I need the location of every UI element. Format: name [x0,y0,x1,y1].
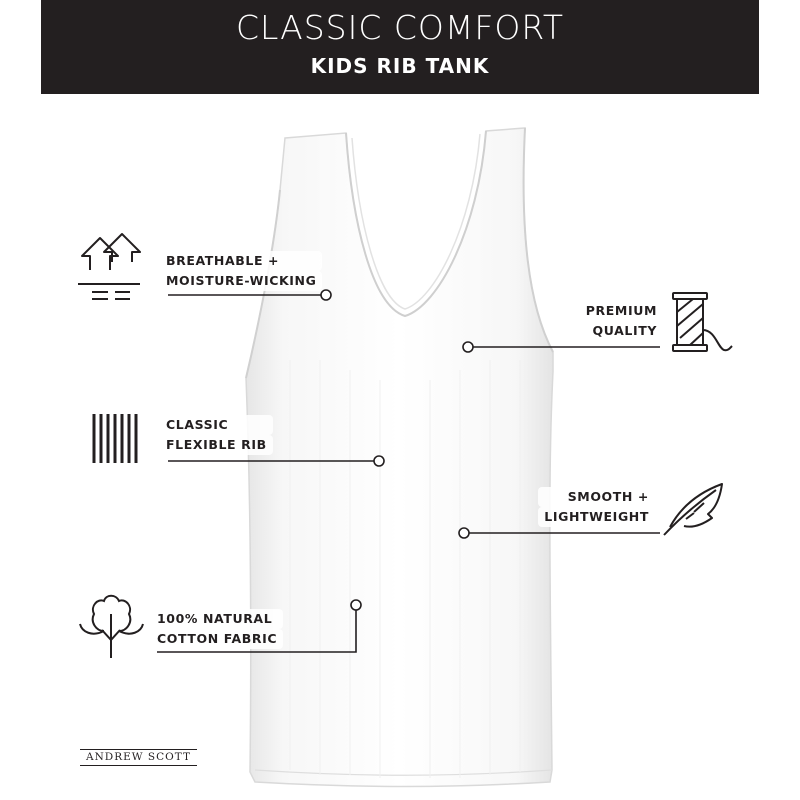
brand-logo: ANDREW SCOTT [80,749,197,766]
breathable-dot [321,290,331,300]
thread-spool-icon [673,293,732,351]
feature-rib-line2: FLEXIBLE RIB [160,435,273,455]
feature-label-rib [160,415,273,455]
feature-smooth-line1: SMOOTH + [538,487,655,507]
rib-lines-icon [94,414,136,463]
cotton-dot [351,600,361,610]
feather-icon [664,484,722,535]
feature-premium-line1: PREMIUM [580,301,663,321]
feature-label-smooth [538,487,655,527]
feature-smooth-line2: LIGHTWEIGHT [538,507,655,527]
feature-cotton-line1: 100% NATURAL [151,609,283,629]
feature-cotton-line2: COTTON FABRIC [151,629,283,649]
feature-breathable-line2: MOISTURE-WICKING [160,271,322,291]
feature-premium-line2: QUALITY [580,321,663,341]
premium-dot [463,342,473,352]
breathable-arrows-icon [78,234,140,299]
feature-label-breathable [160,251,322,291]
header-banner [41,0,759,94]
smooth-dot [459,528,469,538]
cotton-plant-icon [80,596,143,658]
feature-breathable-line1: BREATHABLE + [160,251,322,271]
banner-subtitle: KIDS RIB TANK [310,54,490,78]
feature-label-premium [580,301,663,341]
feature-label-cotton [151,609,283,649]
rib-dot [374,456,384,466]
feature-rib-line1: CLASSIC [160,415,273,435]
banner-title: CLASSIC COMFORT [235,8,565,47]
